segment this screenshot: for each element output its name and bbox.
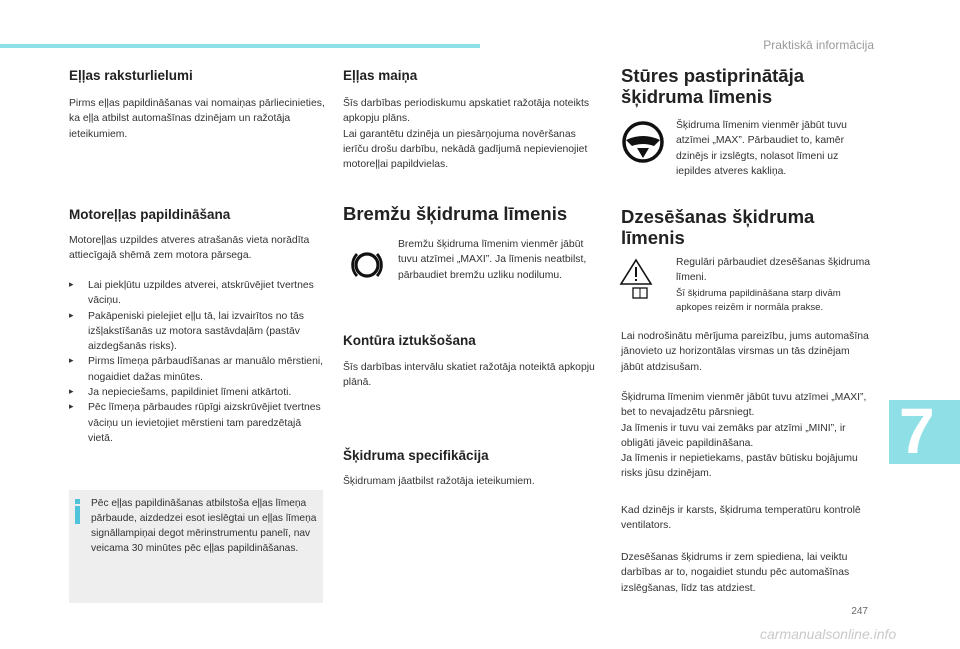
list-item: ▸ Pēc līmeņa pārbaudes rūpīgi aizskrūvējiet tvertnes vāciņu un ievietojiet mērstieni tam paredzētajā vietā. xyxy=(69,400,325,446)
info-icon xyxy=(75,499,80,504)
list-item: ▸ Lai piekļūtu uzpildes atverei, atskrūvējiet tvertnes vāciņu. xyxy=(69,278,325,309)
info-icon-bar xyxy=(75,506,80,524)
oil-marks-title: Eļļas raksturlielumi xyxy=(69,68,193,83)
engine-oil-topup-intro: Motoreļļas uzpildes atveres atrašanās vieta norādīta attiecīgajā shēmā zem motora pārsega. xyxy=(69,235,310,262)
oil-change-text: Šīs darbības periodiskumu apskatiet ražotāja noteikts apkopju plāns. Lai garantētu dzinēja un piesārņojuma novēršanas ierīču drošu darbību, nekādā gadījumā nepievienojiet motoreļļai papildvielas. xyxy=(343,98,590,171)
engine-oil-topup-title: Motoreļļas papildināšana xyxy=(69,207,231,222)
coolant-para-2: Šķidruma līmenim vienmēr jābūt tuvu atzīmei „MAXI”, bet to nevajadzētu pārsniegt. Ja līmenis ir tuvu vai zemāks par atzīmi „MINI”, ir obligāti jāveic papildināšana. Ja līmenis ir nepietiekams, pastāv būtisku bojājumu risks jūsu dzinējam. xyxy=(621,392,867,480)
section-header: Praktiskā informācija xyxy=(763,38,874,52)
fluid-spec-text: Šķidrumam jāatbilst ražotāja ieteikumiem. xyxy=(343,476,535,487)
engine-oil-topup-steps xyxy=(69,278,325,446)
oil-marks-text: Pirms eļļas papildināšanas vai nomaiņas pārliecinieties, ka eļļa atbilst automašīnas dzinējam un ražotāja ieteikumiem. xyxy=(69,98,325,140)
list-item: ▸ Pakāpeniski pielejiet eļļu tā, lai izvairītos no tās izšļakstīšanās uz motora sastāvdaļām (pastāv aizdegšanās risks). xyxy=(69,309,325,355)
watermark: carmanualsonline.info xyxy=(760,626,897,642)
circuit-drain-text: Šīs darbības intervālu skatiet ražotāja noteiktā apkopju plānā. xyxy=(343,362,595,389)
chapter-tab xyxy=(889,395,960,467)
coolant-para-1: Lai nodrošinātu mērījuma pareizību, jums automašīna jānovieto uz horizontālas virsmas un tās dzinējam jābūt atdzisušam. xyxy=(621,331,869,373)
power-steering-text: Šķidruma līmenim vienmēr jābūt tuvu atzīmei „MAX”. Pārbaudiet to, kamēr dzinējs ir izslēgts, nolasot līmeni uz iepildes atveres kakliņa. xyxy=(676,120,847,177)
brake-fluid-text: Bremžu šķidruma līmenim vienmēr jābūt tuvu atzīmei „MAXI”. Ja līmenis neatbilst, pārbaudiet bremžu uzliku nodilumu. xyxy=(398,239,587,281)
fluid-spec-title: Šķidruma specifikācija xyxy=(343,448,489,463)
circuit-drain-title: Kontūra iztukšošana xyxy=(343,333,476,348)
info-box-text: Pēc eļļas papildināšanas atbilstoša eļļas līmeņa pārbaude, aizdedzei esot ieslēgtai un eļļas līmeņa signāllampiņai degot mērinstrumentu panelī, nav veicama 30 minūtes pēc eļļas papildināšanas. xyxy=(91,498,317,554)
power-steering-title: Stūres pastiprinātāja šķidruma līmenis xyxy=(621,65,805,107)
chapter-number: 7 xyxy=(899,395,935,467)
steering-wheel-icon xyxy=(621,120,665,164)
coolant-para-4: Dzesēšanas šķidrums ir zem spiediena, lai veiktu darbības ar to, nogaidiet stundu pēc automašīnas izslēgšanas, līdz tas atdziest. xyxy=(621,552,850,594)
coolant-icon-note: Šī šķidruma papildināšana starp divām apkopes reizēm ir normāla prakse. xyxy=(676,288,841,314)
coolant-warning-icon xyxy=(619,258,655,300)
brake-warning-icon xyxy=(349,247,385,283)
coolant-para-3: Kad dzinējs ir karsts, šķidruma temperatūru kontrolē ventilators. xyxy=(621,505,861,532)
coolant-icon-text: Regulāri pārbaudiet dzesēšanas šķidruma līmeni. xyxy=(676,257,871,284)
brake-fluid-title: Bremžu šķidruma līmenis xyxy=(343,203,568,224)
page-number: 247 xyxy=(851,606,868,617)
coolant-title: Dzesēšanas šķidruma līmenis xyxy=(621,206,815,248)
list-item: ▸ Ja nepieciešams, papildiniet līmeni atkārtoti. xyxy=(69,385,325,400)
oil-change-title: Eļļas maiņa xyxy=(343,68,418,83)
list-item: ▸ Pirms līmeņa pārbaudīšanas ar manuālo mērstieni, nogaidiet dažas minūtes. xyxy=(69,354,325,385)
header-accent-bar xyxy=(0,44,480,48)
info-box xyxy=(69,490,323,603)
